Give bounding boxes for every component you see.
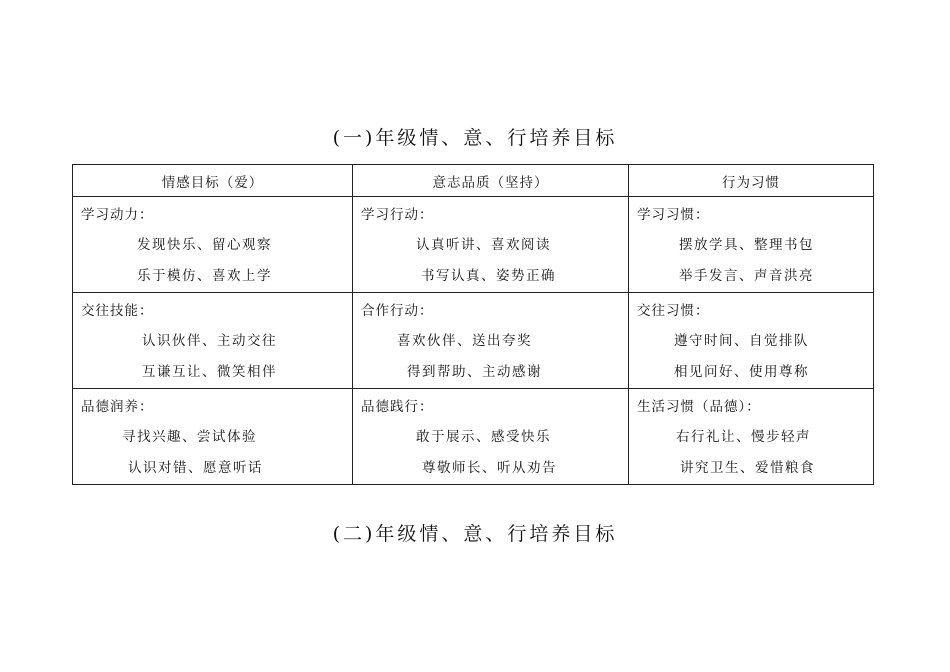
cell-label: 交往技能： — [81, 303, 154, 319]
header-emotion: 情感目标（爱） — [73, 165, 353, 197]
cell-line: 书写认真、姿势正确 — [421, 268, 556, 284]
cell-line: 寻找兴趣、尝试体验 — [122, 429, 257, 445]
cell-line: 讲究卫生、爱惜粮食 — [680, 460, 815, 476]
cell-label: 品德践行： — [361, 399, 434, 415]
table-row — [73, 197, 874, 293]
section-heading-1: (一)年级情、意、行培养目标 — [332, 127, 618, 149]
cell-line: 举手发言、声音洪亮 — [679, 268, 814, 284]
table-cell — [73, 389, 353, 485]
table-cell — [353, 197, 629, 293]
table-cell — [353, 293, 629, 389]
cell-line: 尊敬师长、听从劝告 — [422, 460, 557, 476]
cell-line: 右行礼让、慢步轻声 — [676, 429, 811, 445]
table-cell — [73, 293, 353, 389]
header-behavior: 行为习惯 — [629, 165, 874, 197]
cell-line: 遵守时间、自觉排队 — [674, 333, 809, 349]
cell-line: 摆放学具、整理书包 — [679, 237, 814, 253]
cell-line: 敢于展示、感受快乐 — [416, 429, 551, 445]
table-cell — [629, 389, 874, 485]
table-cell — [629, 293, 874, 389]
cell-label: 学习行动： — [361, 207, 434, 223]
table-cell — [629, 197, 874, 293]
goals-table — [72, 164, 874, 485]
cell-line: 认真听讲、喜欢阅读 — [416, 237, 551, 253]
cell-line: 得到帮助、主动感谢 — [407, 364, 542, 380]
cell-label: 品德润养： — [81, 399, 154, 415]
table-header-row — [73, 165, 874, 197]
table-row — [73, 293, 874, 389]
cell-line: 互谦互让、微笑相伴 — [142, 364, 277, 380]
cell-line: 认识对错、愿意听话 — [128, 460, 263, 476]
table-cell — [73, 197, 353, 293]
cell-label: 学习动力： — [81, 207, 154, 223]
table-row — [73, 389, 874, 485]
header-will: 意志品质（坚持） — [353, 165, 629, 197]
cell-line: 乐于模仿、喜欢上学 — [137, 268, 272, 284]
cell-line: 相见问好、使用尊称 — [674, 364, 809, 380]
cell-line: 发现快乐、留心观察 — [137, 237, 272, 253]
cell-line: 喜欢伙伴、送出夸奖 — [397, 333, 532, 349]
cell-label: 生活习惯（品德）： — [637, 399, 761, 415]
cell-line: 认识伙伴、主动交往 — [142, 333, 277, 349]
table-cell — [353, 389, 629, 485]
cell-label: 合作行动： — [361, 303, 434, 319]
section-heading-2: (二)年级情、意、行培养目标 — [332, 523, 618, 545]
cell-label: 交往习惯： — [637, 303, 710, 319]
cell-label: 学习习惯： — [637, 207, 710, 223]
